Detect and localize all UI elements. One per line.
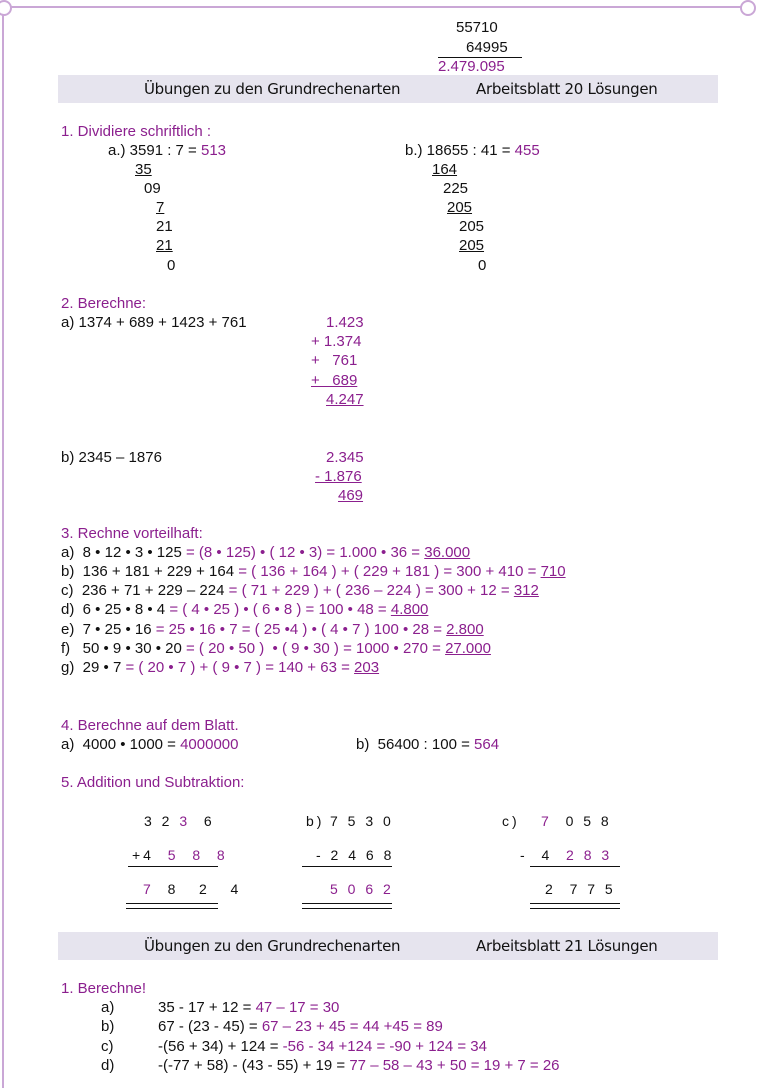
top-calc-line2: 64995 bbox=[466, 39, 508, 56]
row-label: a) bbox=[101, 999, 115, 1016]
calc-answer: 4.800 bbox=[390, 601, 429, 618]
calc-work: = ( 20 • 7 ) + ( 9 • 7 ) = 140 + 63 = bbox=[121, 659, 355, 676]
column-subtraction-label: b) bbox=[306, 813, 325, 829]
addition-result: 4.247 bbox=[326, 391, 364, 408]
digits-missing: 2 8 3 bbox=[566, 847, 613, 863]
calc-task: g) 29 • 7 bbox=[61, 659, 122, 676]
division-a-step: 7 bbox=[156, 199, 165, 216]
column-subtraction-row: 7 5 3 0 bbox=[330, 813, 394, 829]
term-task: 67 - (23 - 45) = bbox=[158, 1018, 262, 1035]
column-subtraction-row bbox=[541, 812, 612, 831]
frame-corner-ornament bbox=[0, 0, 12, 16]
task-answer: 4000000 bbox=[180, 736, 239, 753]
division-a-step: 35 bbox=[135, 161, 152, 178]
term-answer: -56 - 34 +124 = -90 + 124 = 34 bbox=[282, 1038, 487, 1055]
digits-carry: 3 bbox=[179, 813, 191, 829]
worksheet-banner bbox=[58, 75, 718, 103]
calc-task: a) 8 • 12 • 3 • 125 bbox=[61, 544, 182, 561]
section-heading: 1. Berechne! bbox=[61, 980, 147, 997]
banner-sheet: Arbeitsblatt 21 Lösungen bbox=[476, 937, 658, 955]
addition-line: + 761 bbox=[311, 352, 358, 369]
division-b-step: 225 bbox=[443, 180, 469, 197]
term-task: 35 - 17 + 12 = bbox=[158, 999, 256, 1016]
calc-answer: 312 bbox=[513, 582, 539, 599]
row-label: d) bbox=[101, 1057, 115, 1074]
column-addition-row bbox=[132, 846, 228, 865]
division-b-answer: 455 bbox=[514, 142, 540, 159]
top-calc-line1: 55710 bbox=[456, 19, 498, 36]
term-row bbox=[158, 1017, 443, 1036]
addition-line: + 1.374 bbox=[311, 333, 362, 350]
division-b-step: 205 bbox=[459, 237, 485, 254]
task-text: b) 56400 : 100 = bbox=[356, 736, 475, 753]
banner-sheet: Arbeitsblatt 20 Lösungen bbox=[476, 80, 658, 98]
column-subtraction-row bbox=[520, 846, 612, 865]
section-heading: 2. Berechne: bbox=[61, 295, 147, 312]
calc-task: f) 50 • 9 • 30 • 20 bbox=[61, 640, 182, 657]
top-calc-result: 2.479.095 bbox=[438, 58, 505, 75]
division-b-step: 164 bbox=[432, 161, 458, 178]
term-answer: 77 – 58 – 43 + 50 = 19 + 7 = 26 bbox=[349, 1057, 560, 1074]
term-row bbox=[158, 1056, 560, 1075]
row-label: c) bbox=[101, 1038, 114, 1055]
calc-answer: 203 bbox=[354, 659, 380, 676]
sum-line bbox=[530, 866, 620, 867]
column-subtraction-result: 2 7 7 5 bbox=[545, 881, 616, 897]
term-row bbox=[158, 998, 339, 1017]
section-heading: 3. Rechne vorteilhaft: bbox=[61, 525, 203, 542]
term-answer: 47 – 17 = 30 bbox=[255, 999, 340, 1016]
digits: 6 bbox=[190, 813, 215, 829]
calc-answer: 2.800 bbox=[446, 621, 484, 638]
task-answer: 564 bbox=[474, 736, 500, 753]
column-subtraction-row: - 2 4 6 8 bbox=[316, 847, 395, 863]
sum-line bbox=[128, 866, 218, 867]
division-b-task: b.) 18655 : 41 = bbox=[405, 142, 515, 159]
worksheet-banner bbox=[58, 932, 718, 960]
digits-missing: 7 bbox=[143, 881, 154, 897]
calc-row bbox=[61, 639, 491, 658]
division-b bbox=[405, 141, 540, 160]
calc-answer: 27.000 bbox=[445, 640, 491, 657]
calc-work: = ( 20 • 50 ) • ( 9 • 30 ) = 1000 • 270 = bbox=[181, 640, 446, 657]
digits: - 4 bbox=[520, 847, 553, 863]
addition-line: 1.423 bbox=[326, 314, 364, 331]
digits: 8 2 4 bbox=[153, 881, 242, 897]
banner-title: Übungen zu den Grundrechenarten bbox=[144, 937, 401, 955]
division-a-step: 0 bbox=[167, 257, 176, 274]
sum-line bbox=[302, 866, 392, 867]
calc-answer: 710 bbox=[540, 563, 566, 580]
row-label: b) bbox=[101, 1018, 115, 1035]
divide-task bbox=[356, 735, 499, 754]
calc-work: = ( 4 • 25 ) • ( 6 • 8 ) = 100 • 48 = bbox=[165, 601, 391, 618]
frame-corner-ornament bbox=[740, 0, 756, 16]
column-addition-result bbox=[143, 880, 241, 899]
task-text: a) 4000 • 1000 = bbox=[61, 736, 181, 753]
division-a-step: 21 bbox=[156, 237, 173, 254]
subtraction-result: 469 bbox=[338, 487, 364, 504]
digits-missing: 5 8 8 bbox=[167, 847, 228, 863]
digits: +4 bbox=[132, 847, 168, 863]
calc-task: c) 236 + 71 + 229 – 224 bbox=[61, 582, 225, 599]
calc-work: = 25 • 16 • 7 = ( 25 •4 ) • ( 4 • 7 ) 100 • 28 = bbox=[151, 621, 447, 638]
banner-title: Übungen zu den Grundrechenarten bbox=[144, 80, 401, 98]
digits: 3 2 bbox=[144, 813, 180, 829]
column-subtraction-label: c) bbox=[502, 813, 520, 829]
double-underline bbox=[302, 903, 392, 909]
division-b-step: 205 bbox=[447, 199, 473, 216]
calc-task: e) 7 • 25 • 16 bbox=[61, 621, 152, 638]
calc-row bbox=[61, 600, 428, 619]
calc-row bbox=[61, 581, 539, 600]
digits: 0 5 8 bbox=[565, 813, 612, 829]
calc-row bbox=[61, 562, 566, 581]
calc-work: = ( 71 + 229 ) + ( 236 – 224 ) = 300 + 12 = bbox=[224, 582, 514, 599]
calc-row bbox=[61, 620, 484, 639]
calc-work: = ( 136 + 164 ) + ( 229 + 181 ) = 300 + 410 = bbox=[234, 563, 541, 580]
division-a bbox=[108, 141, 226, 160]
calc-work: = (8 • 125) • ( 12 • 3) = 1.000 • 36 = bbox=[181, 544, 425, 561]
column-subtraction-result: 5 0 6 2 bbox=[330, 881, 394, 897]
calc-task: d) 6 • 25 • 8 • 4 bbox=[61, 601, 166, 618]
division-b-step: 0 bbox=[478, 257, 487, 274]
calc-row bbox=[61, 658, 379, 677]
page-frame-left bbox=[2, 6, 4, 1088]
addition-line: + 689 bbox=[311, 372, 358, 389]
division-b-step: 205 bbox=[459, 218, 485, 235]
term-task: -(56 + 34) + 124 = bbox=[158, 1038, 283, 1055]
section-heading: 1. Dividiere schriftlich : bbox=[61, 123, 212, 140]
calc-task: b) 136 + 181 + 229 + 164 bbox=[61, 563, 235, 580]
division-a-answer: 513 bbox=[200, 142, 227, 159]
calc-row bbox=[61, 543, 470, 562]
double-underline bbox=[126, 903, 218, 909]
division-a-task: a.) 3591 : 7 = bbox=[108, 142, 201, 159]
multiply-task bbox=[61, 735, 239, 754]
section-heading: 4. Berechne auf dem Blatt. bbox=[61, 717, 239, 734]
division-a-step: 09 bbox=[144, 180, 161, 197]
column-addition-row bbox=[144, 812, 215, 831]
subtraction-line: 2.345 bbox=[326, 449, 364, 466]
term-row bbox=[158, 1037, 487, 1056]
section-heading: 5. Addition und Subtraktion: bbox=[61, 774, 245, 791]
subtraction-task: b) 2345 – 1876 bbox=[61, 449, 162, 466]
subtraction-line: - 1.876 bbox=[315, 468, 362, 485]
term-task: -(-77 + 58) - (43 - 55) + 19 = bbox=[158, 1057, 350, 1074]
division-a-step: 21 bbox=[156, 218, 173, 235]
calc-answer: 36.000 bbox=[424, 544, 471, 561]
digits-missing: 7 bbox=[541, 813, 552, 829]
double-underline bbox=[530, 903, 620, 909]
term-answer: 67 – 23 + 45 = 44 +45 = 89 bbox=[261, 1018, 443, 1035]
addition-task: a) 1374 + 689 + 1423 + 761 bbox=[61, 314, 247, 331]
page-frame-top bbox=[0, 6, 752, 8]
